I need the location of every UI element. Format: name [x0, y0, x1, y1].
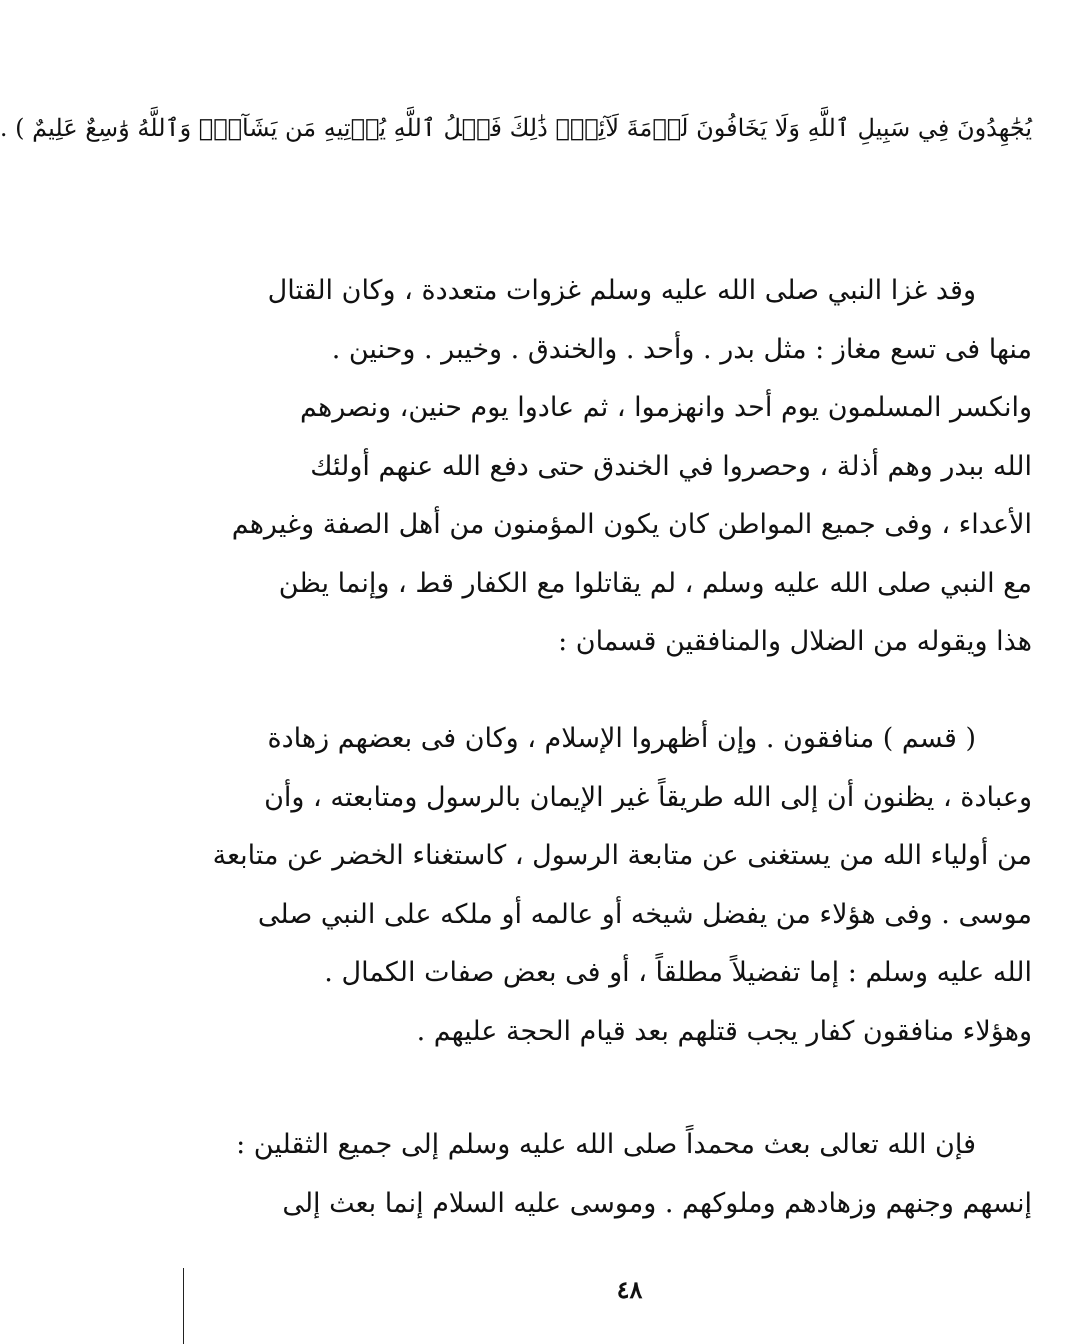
quran-verse: يُجَٰهِدُونَ فِي سَبِيلِ ٱللَّهِ وَلَا يَخَافُونَ لَوۡمَةَ لَآئِمٖۚ ذَٰلِكَ فَضۡلُ ٱللَّهِ يُؤۡتِيهِ مَن يَشَآءُۚ وَٱللَّهُ وَٰسِعٌ عَلِيمٌ ) .	[0, 114, 1032, 142]
text-line: وانكسر المسلمون يوم أحد وانهزموا ، ثم عادوا يوم حنين، ونصرهم	[300, 392, 1032, 423]
text-line: موسى . وفى هؤلاء من يفضل شيخه أو عالمه أو ملكه على النبي صلى	[257, 898, 1032, 930]
text-line: مع النبي صلى الله عليه وسلم ، لم يقاتلوا مع الكفار قط ، وإنما يظن	[278, 567, 1032, 599]
text-line: ( قسم ) منافقون . وإن أظهروا الإسلام ، وكان فى بعضهم زهادة	[267, 723, 976, 754]
text-line: من أولياء الله من يستغنى عن متابعة الرسول ، كاستغناء الخضر عن متابعة	[212, 840, 1032, 871]
paragraph-3	[236, 1116, 1032, 1233]
text-line: وهؤلاء منافقون كفار يجب قتلهم بعد قيام الحجة عليهم .	[416, 1015, 1032, 1047]
text-line: إنسهم وجنهم وزهادهم وملوكهم . وموسى عليه السلام إنما بعث إلى	[282, 1187, 1032, 1219]
text-line: منها فى تسع مغاز : مثل بدر . وأحد . والخندق . وخيبر . وحنين .	[331, 333, 1032, 365]
margin-line	[183, 1268, 184, 1344]
text-line: هذا ويقوله من الضلال والمنافقين قسمان :	[558, 626, 1032, 657]
paragraph-1	[231, 262, 1032, 672]
text-line: الله ببدر وهم أذلة ، وحصروا في الخندق حتى دفع الله عنهم أولئك	[310, 450, 1032, 482]
text-line: الله عليه وسلم : إما تفضيلاً مطلقاً ، أو فى بعض صفات الكمال .	[324, 957, 1032, 988]
page-number: ٤٨	[616, 1275, 643, 1304]
paragraph-2	[212, 710, 1032, 1061]
text-line: فإن الله تعالى بعث محمداً صلى الله عليه وسلم إلى جميع الثقلين :	[236, 1129, 976, 1160]
text-line: وقد غزا النبي صلى الله عليه وسلم غزوات متعددة ، وكان القتال	[267, 275, 976, 306]
text-line: الأعداء ، وفى جميع المواطن كان يكون المؤمنون من أهل الصفة وغيرهم	[231, 509, 1032, 540]
text-line: وعبادة ، يظنون أن إلى الله طريقاً غير الإيمان بالرسول ومتابعته ، وأن	[264, 781, 1032, 813]
